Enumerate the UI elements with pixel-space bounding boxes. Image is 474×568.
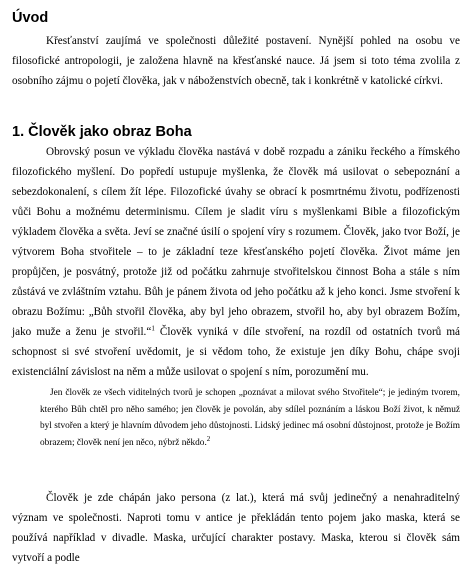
chapter1-paragraph-main-end: Člověk vyniká v díle stvoření, na rozdíl od ostatních tvorů má schopnost si své stvoření uvědomit, je si vědom toho, že existuje jen díky Bohu, chápe svoji existenciální závislost na něm a může usilovat o spojení s ním, porozumění mu. bbox=[12, 326, 460, 378]
footnote-mark-1[interactable]: 1 bbox=[151, 324, 155, 333]
block-quote-text: Jen člověk ze všech viditelných tvorů je schopen „poznávat a milovat svého Stvořitele“; je jediným tvorem, kterého Bůh chtěl pro něho samého; jen člověk je povolán, aby sdílel poznáním a láskou Boží život, k němuž byl stvořen a který je hlavním důvodem jeho důstojnosti. Lidský jedinec má osobní důstojnost, protože je Božím obrazem; člověk není jen něco, nýbrž někdo. bbox=[40, 388, 460, 448]
chapter1-paragraph-main bbox=[12, 142, 460, 382]
chapter1-paragraph-person: Člověk je zde chápán jako persona (z lat.), která má svůj jedinečný a nenahraditelný význam ve společnosti. Naproti tomu v antice je překládán tento pojem jako maska, která se používá například v divadle. Maska, určující charakter postavy. Maska, kterou si člověk sám vytvoří a podle bbox=[12, 492, 460, 564]
footnote-mark-2[interactable]: 2 bbox=[206, 434, 211, 443]
intro-paragraph: Křesťanství zaujímá ve společnosti důležité postavení. Nynější pohled na osobu ve filosofické antropologii, je založena hlavně na křesťanské nauce. Já jsem si toto téma zvolila z osobního zájmu o pojetí člověka, jak v náboženstvích obecně, tak i konkrétně v katolické církvi. bbox=[12, 35, 460, 87]
intro-heading: Úvod bbox=[12, 10, 49, 26]
block-quote bbox=[40, 385, 460, 451]
chapter1-heading: 1. Člověk jako obraz Boha bbox=[12, 124, 192, 140]
chapter1-paragraph-main-text: Obrovský posun ve výkladu člověka nastává v době rozpadu a zániku řeckého a římského filozofického myšlení. Do popředí ustupuje myšlenka, že člověk má usilovat o sebepoznání a sebezdokonalení, s cílem žít lépe. Filozofické úvahy se obrací k posmrtnému životu, podřízenosti vůči Bohu a možnému determinismu. Cílem je sladit víru s myšlenkami Bible a filozofickým výkladem člověka a světa. Jeví se značné úsilí o spojení víry s rozumem. Člověk, jako tvor Boží, je výtvorem Boha stvořitele – to je základní teze křesťanského pojetí člověka. Život máme jen propůjčen, je posvátný, protože již od počátku zahrnuje stvořitelskou činnost Boha a stále s ním zůstává ve zvláštním vztahu. Bůh je pánem života od jeho počátku až k jeho konci. Jsme stvoření k obrazu Božímu: „Bůh stvořil člověka, aby byl jeho obrazem, stvořil ho, aby byl obrazem Božím, jako muže a ženu je stvořil.“ bbox=[12, 146, 460, 338]
